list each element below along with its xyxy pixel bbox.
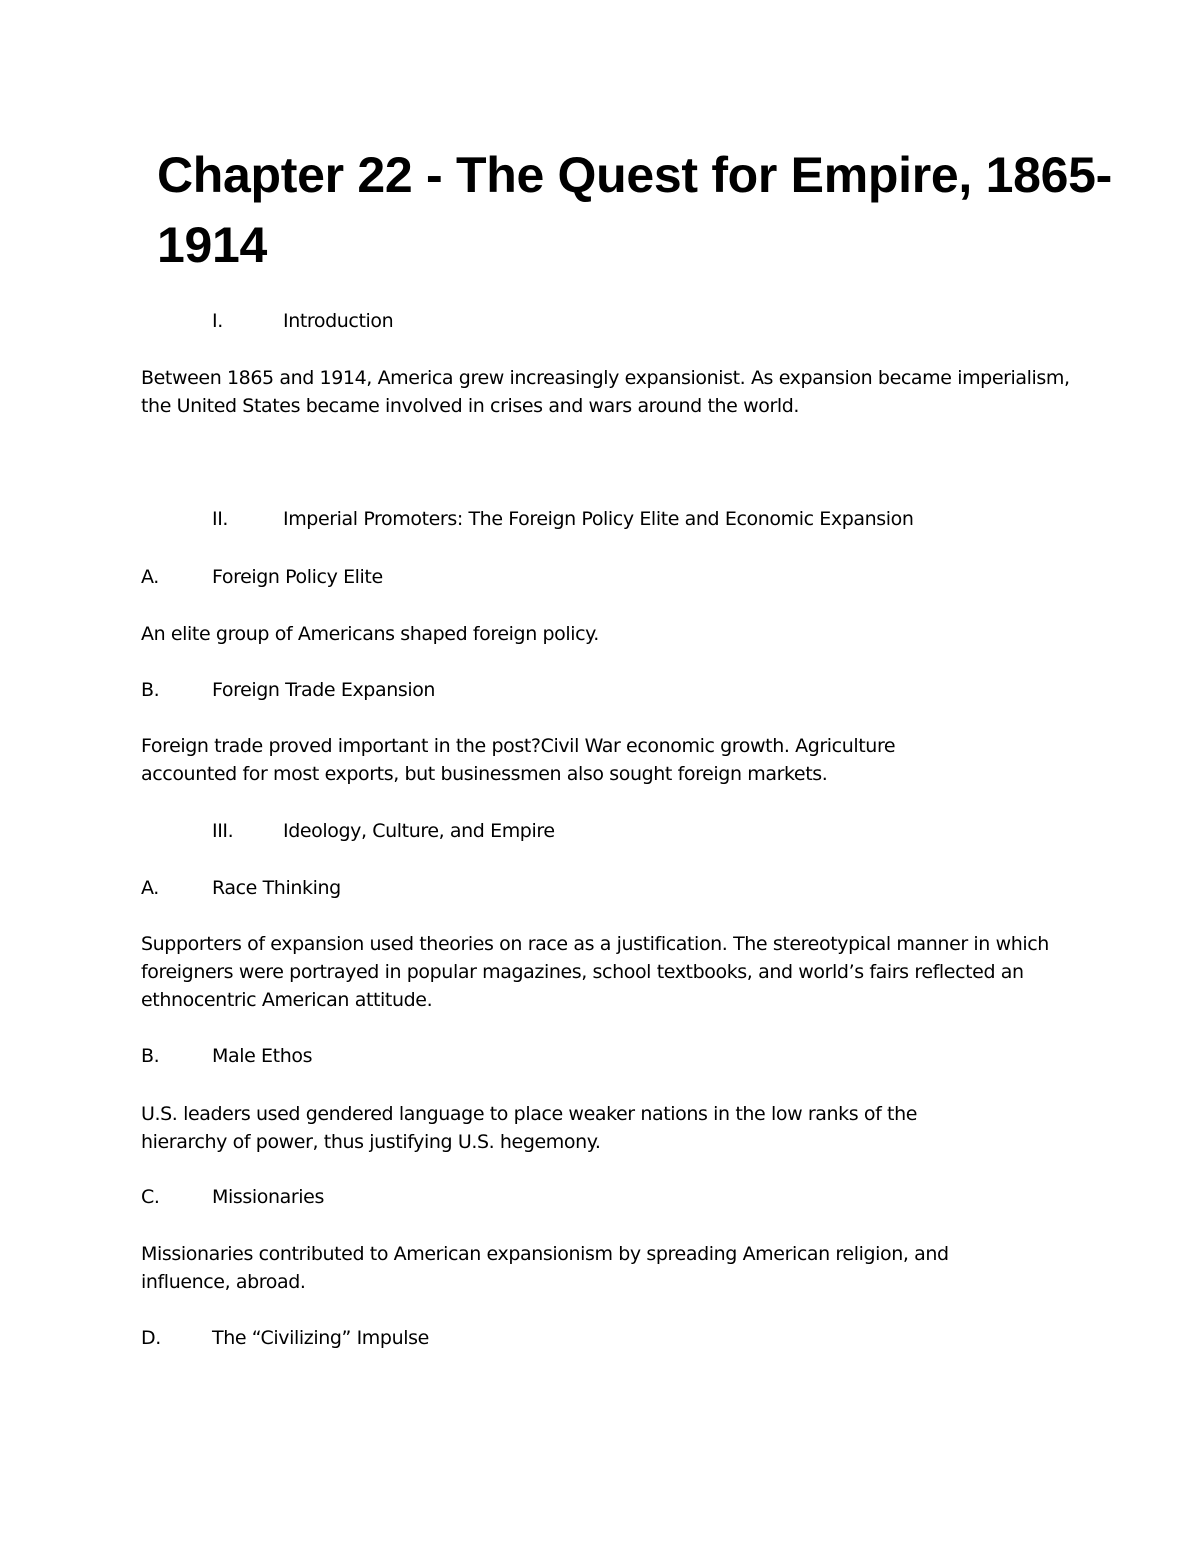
paragraph-foreign-trade: Foreign trade proved important in the post?Civil War economic growth. Agriculture accounted for most exports, but businessmen also sought foreign markets.: [141, 735, 896, 785]
subsection-heading-foreign-policy-elite: [141, 563, 1081, 591]
subsection-label: Foreign Policy Elite: [212, 566, 383, 588]
section-number: II.: [212, 508, 229, 530]
subsection-label: Male Ethos: [212, 1045, 313, 1067]
subsection-letter: D.: [141, 1327, 161, 1349]
subsection-label: Missionaries: [212, 1186, 324, 1208]
subsection-heading-civilizing-impulse: [141, 1324, 1081, 1352]
subsection-label: Race Thinking: [212, 877, 341, 899]
paragraph-foreign-policy-elite: An elite group of Americans shaped foreign policy.: [141, 623, 599, 645]
subsection-letter: C.: [141, 1186, 160, 1208]
section-label: Imperial Promoters: The Foreign Policy Elite and Economic Expansion: [283, 508, 914, 530]
paragraph-male-ethos: U.S. leaders used gendered language to place weaker nations in the low ranks of the hierarchy of power, thus justifying U.S. hegemony.: [141, 1103, 918, 1153]
paragraph-race-thinking: Supporters of expansion used theories on race as a justification. The stereotypical manner in which foreigners were portrayed in popular magazines, school textbooks, and world’s fairs reflected an ethnocentric American attitude.: [141, 933, 1049, 1011]
subsection-heading-missionaries: [141, 1183, 1081, 1211]
section-label: Introduction: [283, 310, 394, 332]
page-title: Chapter 22 - The Quest for Empire, 1865-1914: [157, 147, 1112, 273]
section-number: III.: [212, 820, 234, 842]
section-label: Ideology, Culture, and Empire: [283, 820, 555, 842]
section-heading-ideology: [212, 817, 1152, 845]
subsection-heading-male-ethos: [141, 1042, 1081, 1070]
subsection-letter: B.: [141, 679, 160, 701]
paragraph-missionaries: Missionaries contributed to American expansionism by spreading American religion, and influence, abroad.: [141, 1243, 949, 1293]
subsection-letter: A.: [141, 877, 159, 899]
section-heading-imperial-promoters: [212, 505, 1152, 533]
subsection-letter: B.: [141, 1045, 160, 1067]
subsection-heading-foreign-trade: [141, 676, 1081, 704]
section-heading-introduction: [212, 307, 1152, 335]
subsection-label: Foreign Trade Expansion: [212, 679, 436, 701]
subsection-letter: A.: [141, 566, 159, 588]
section-number: I.: [212, 310, 223, 332]
subsection-label: The “Civilizing” Impulse: [212, 1327, 429, 1349]
subsection-heading-race-thinking: [141, 874, 1081, 902]
paragraph-introduction: Between 1865 and 1914, America grew increasingly expansionist. As expansion became imperialism, the United States became involved in crises and wars around the world.: [141, 367, 1070, 417]
